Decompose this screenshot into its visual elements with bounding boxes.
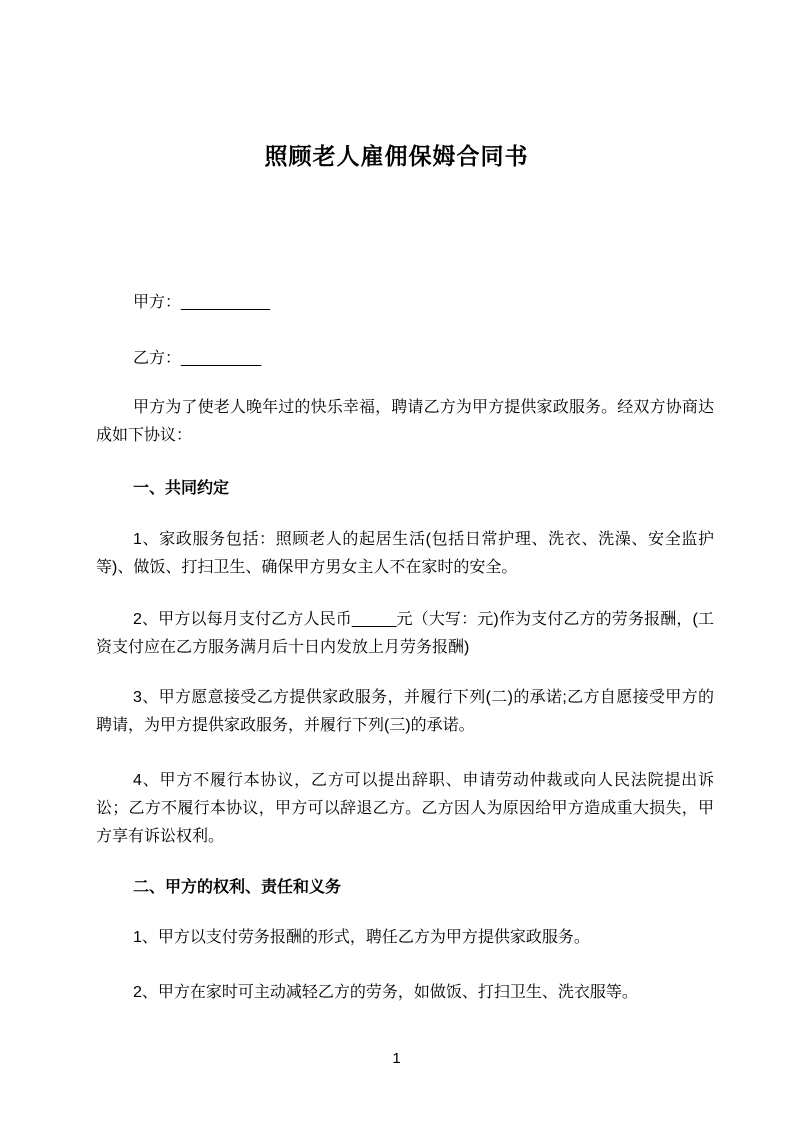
section-2-heading: 二、甲方的权利、责任和义务	[133, 879, 342, 896]
party-b-row	[96, 345, 714, 373]
intro-paragraph: 甲方为了使老人晚年过的快乐幸福，聘请乙方为甲方提供家政服务。经双方协商达成如下协议：	[96, 399, 714, 444]
section-1-item-2: 2、甲方以每月支付乙方人民币_____元（大写：元)作为支付乙方的劳务报酬，(工资支付应在乙方服务满月后十日内发放上月劳务报酬)	[96, 611, 714, 656]
section-1-item-4: 4、甲方不履行本协议，乙方可以提出辞职、申请劳动仲裁或向人民法院提出诉讼；乙方不履行本协议，甲方可以辞退乙方。乙方因人为原因给甲方造成重大损失，甲方享有诉讼权利。	[96, 772, 714, 845]
document-title: 照顾老人雇佣保姆合同书	[264, 143, 529, 169]
section-1-item-3: 3、甲方愿意接受乙方提供家政服务，并履行下列(二)的承诺;乙方自愿接受甲方的聘请，为甲方提供家政服务，并履行下列(三)的承诺。	[96, 689, 714, 734]
party-a-row	[96, 289, 714, 317]
party-a-blank-line[interactable]: __________	[181, 294, 270, 311]
party-b-label: 乙方：	[133, 350, 182, 367]
party-b-blank-line[interactable]: _________	[181, 350, 262, 367]
party-a-label: 甲方：	[133, 294, 182, 311]
section-2-item-2: 2、甲方在家时可主动减轻乙方的劳务，如做饭、打扫卫生、洗衣服等。	[133, 984, 638, 1001]
section-1-heading: 一、共同约定	[133, 480, 230, 497]
section-2-item-1: 1、甲方以支付劳务报酬的形式，聘任乙方为甲方提供家政服务。	[133, 929, 590, 946]
page-number: 1	[392, 1050, 401, 1067]
section-1-item-1: 1、家政服务包括：照顾老人的起居生活(包括日常护理、洗衣、洗澡、安全监护等)、做饭、打扫卫生、确保甲方男女主人不在家时的安全。	[96, 531, 714, 576]
